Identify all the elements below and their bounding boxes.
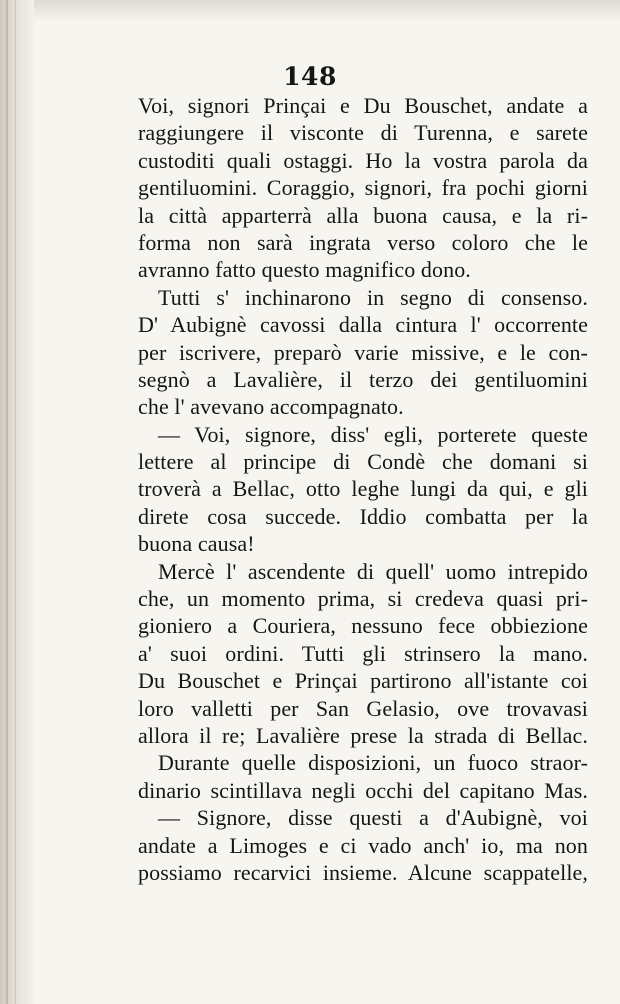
text-line: D' Aubignè cavossi dalla cintura l' occorrente: [138, 312, 588, 338]
text-line: gioniero a Couriera, nessuno fece obbiezione: [138, 613, 588, 639]
gutter-line: [15, 0, 16, 1004]
text-line: raggiungere il visconte di Turenna, e sarete: [138, 120, 588, 146]
text-line: per iscrivere, preparò varie missive, e le con-: [138, 339, 588, 365]
text-line: possiamo recarvici insieme. Alcune scappatelle,: [138, 859, 588, 885]
text-line: lettere al principe di Condè che domani si: [138, 449, 588, 475]
body-text: [138, 92, 588, 886]
text-line: — Voi, signore, diss' egli, porterete queste: [158, 421, 588, 447]
text-line: a' suoi ordini. Tutti gli strinsero la mano.: [138, 640, 588, 666]
text-line: troverà a Bellac, otto leghe lungi da qui, e gli: [138, 476, 588, 502]
text-line: Voi, signori Prinçai e Du Bouschet, andate a: [138, 93, 588, 118]
binding-gutter: [0, 0, 34, 1004]
text-line: dinario scintillava negli occhi del capitano Mas.: [138, 777, 588, 803]
text-line: avranno fatto questo magnifico dono.: [138, 257, 471, 283]
text-line: direte cosa succede. Iddio combatta per la: [138, 503, 588, 529]
text-line: — Signore, disse questi a d'Aubignè, voi: [158, 805, 588, 831]
text-line: Du Bouschet e Prinçai partirono all'istante coi: [138, 668, 588, 694]
text-line: forma non sarà ingrata verso coloro che le: [138, 229, 588, 255]
text-line: che l' avevano accompagnato.: [138, 394, 404, 420]
text-line: Tutti s' inchinarono in segno di consenso.: [158, 284, 588, 310]
text-line: Mercè l' ascendente di quell' uomo intrepido: [158, 558, 588, 584]
text-line: andate a Limoges e ci vado anch' io, ma non: [138, 832, 588, 858]
text-line: segnò a Lavalière, il terzo dei gentiluomini: [138, 366, 588, 392]
page-top-edge: [0, 0, 620, 22]
text-line: custoditi quali ostaggi. Ho la vostra parola da: [138, 147, 588, 173]
text-line: loro valletti per San Gelasio, ove trovavasi: [138, 695, 588, 721]
text-line: che, un momento prima, si credeva quasi pri-: [138, 586, 588, 612]
gutter-line: [6, 0, 8, 1004]
text-line: la città apparterrà alla buona causa, e la ri-: [138, 202, 588, 228]
text-line: allora il re; Lavalière prese la strada di Bellac.: [138, 722, 588, 748]
text-line: buona causa!: [138, 531, 255, 557]
page-number: 148: [283, 62, 337, 91]
text-line: gentiluomini. Coraggio, signori, fra pochi giorni: [138, 175, 588, 201]
text-line: Durante quelle disposizioni, un fuoco straor-: [158, 750, 588, 776]
